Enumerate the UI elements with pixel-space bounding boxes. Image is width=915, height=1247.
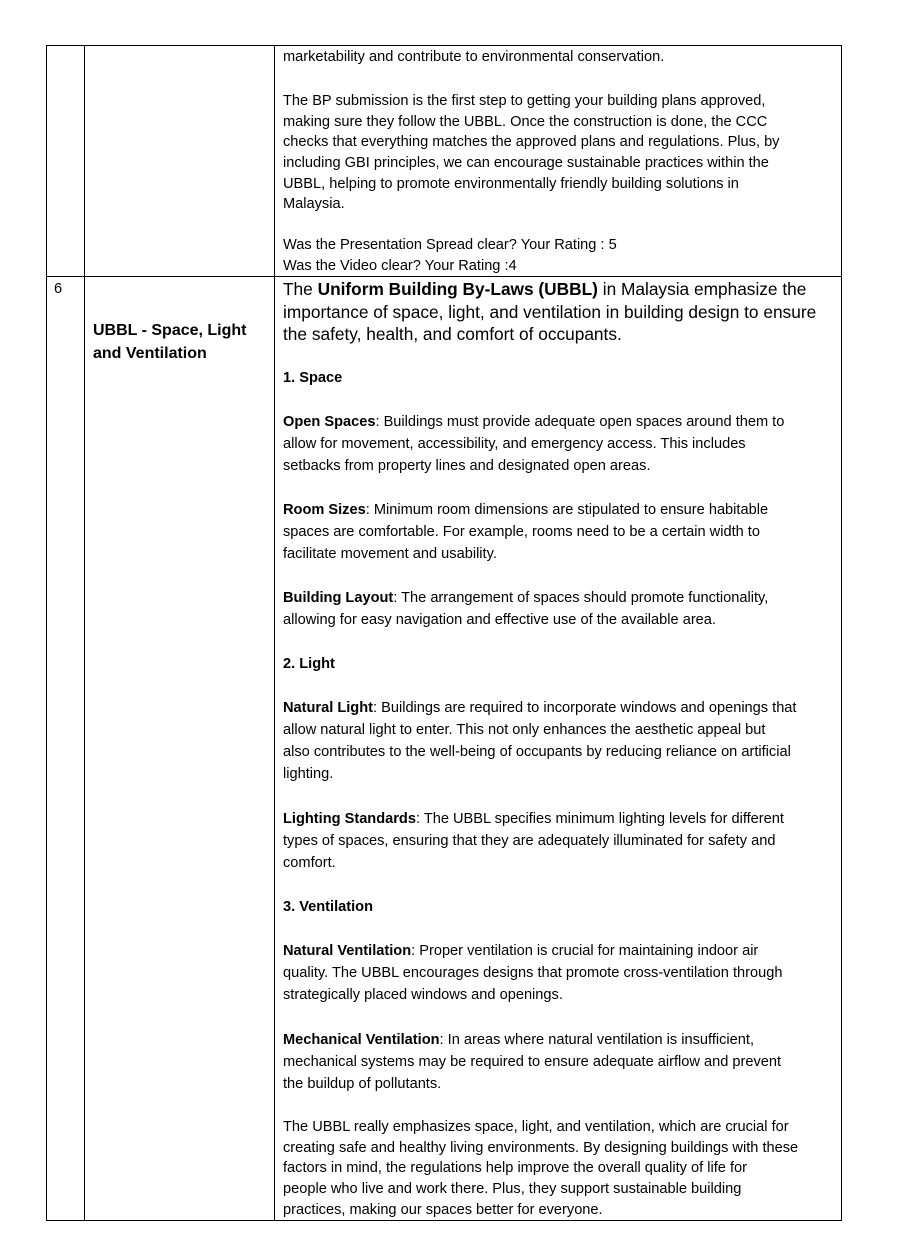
para-open-spaces-line: allow for movement, accessibility, and emergency access. This includes — [283, 436, 746, 452]
para-building-layout-line: allowing for easy navigation and effective use of the available area. — [283, 612, 716, 628]
section-heading-light: 2. Light — [283, 656, 335, 672]
para-open-spaces-line: setbacks from property lines and designated open areas. — [283, 458, 651, 474]
para-natural-light-line: allow natural light to enter. This not only enhances the aesthetic appeal but — [283, 722, 766, 738]
row-title-line: and Ventilation — [93, 345, 207, 362]
term-lighting-standards: Lighting Standards — [283, 811, 416, 827]
para-lighting-standards-line: types of spaces, ensuring that they are adequately illuminated for safety and — [283, 833, 776, 849]
intro-suffix: in Malaysia emphasize the — [597, 279, 807, 299]
term-natural-light: Natural Light — [283, 700, 373, 716]
table-right-border — [841, 45, 842, 1221]
intro-bold-term: Uniform Building By-Laws (UBBL) — [317, 279, 598, 299]
prev-row-text-line: marketability and contribute to environmental conservation. — [283, 49, 665, 65]
row-title-line: UBBL - Space, Light — [93, 322, 247, 339]
prev-row-summary-line: checks that everything matches the approved plans and regulations. Plus, by — [283, 134, 780, 150]
row-number: 6 — [54, 281, 63, 297]
para-building-layout-line: Building Layout: The arrangement of spaces should promote functionality, — [283, 590, 769, 606]
para-mechanical-ventilation-line: the buildup of pollutants. — [283, 1076, 442, 1092]
para-lighting-standards-line: Lighting Standards: The UBBL specifies minimum lighting levels for different — [283, 811, 784, 827]
para-natural-light-line: lighting. — [283, 766, 334, 782]
para-natural-light-line: Natural Light: Buildings are required to incorporate windows and openings that — [283, 700, 797, 716]
prev-row-summary-line: including GBI principles, we can encourage sustainable practices within the — [283, 155, 769, 171]
para-natural-light-line: also contributes to the well-being of occupants by reducing reliance on artificial — [283, 744, 791, 760]
prev-row-summary-line: UBBL, helping to promote environmentally friendly building solutions in — [283, 176, 739, 192]
term-building-layout: Building Layout — [283, 590, 394, 606]
para-mechanical-ventilation-line: mechanical systems may be required to ensure adequate airflow and prevent — [283, 1054, 782, 1070]
closing-line: people who live and work there. Plus, they support sustainable building — [283, 1181, 742, 1197]
section-heading-space: 1. Space — [283, 370, 343, 386]
para-mechanical-ventilation-line: Mechanical Ventilation: In areas where natural ventilation is insufficient, — [283, 1032, 755, 1048]
table-top-border — [46, 45, 842, 46]
intro-line-2: importance of space, light, and ventilation in building design to ensure — [283, 302, 817, 322]
term-open-spaces: Open Spaces — [283, 414, 376, 430]
para-lighting-standards-line: comfort. — [283, 855, 336, 871]
closing-line: creating safe and healthy living environments. By designing buildings with these — [283, 1140, 799, 1156]
prev-row-summary-line: Malaysia. — [283, 196, 345, 212]
prev-row-summary-line: The BP submission is the first step to getting your building plans approved, — [283, 93, 766, 109]
term-room-sizes: Room Sizes — [283, 502, 366, 518]
prev-row-summary-line: making sure they follow the UBBL. Once the construction is done, the CCC — [283, 114, 768, 130]
closing-line: factors in mind, the regulations help improve the overall quality of life for — [283, 1160, 747, 1176]
presentation-rating: Was the Presentation Spread clear? Your Rating : 5 — [283, 237, 617, 253]
closing-line: practices, making our spaces better for everyone. — [283, 1202, 603, 1218]
table-left-border — [46, 45, 47, 1221]
column-divider-1 — [84, 45, 85, 1221]
para-room-sizes-line: facilitate movement and usability. — [283, 546, 497, 562]
term-natural-ventilation: Natural Ventilation — [283, 943, 412, 959]
para-room-sizes-line: spaces are comfortable. For example, rooms need to be a certain width to — [283, 524, 760, 540]
video-rating: Was the Video clear? Your Rating :4 — [283, 258, 517, 274]
para-natural-ventilation-line: quality. The UBBL encourages designs that promote cross-ventilation through — [283, 965, 783, 981]
intro-line-3: the safety, health, and comfort of occupants. — [283, 324, 622, 344]
term-mechanical-ventilation: Mechanical Ventilation — [283, 1032, 440, 1048]
para-open-spaces-line: Open Spaces: Buildings must provide adequate open spaces around them to — [283, 414, 785, 430]
para-natural-ventilation-line: Natural Ventilation: Proper ventilation is crucial for maintaining indoor air — [283, 943, 759, 959]
section-heading-ventilation: 3. Ventilation — [283, 899, 374, 915]
intro-line-1 — [283, 278, 806, 301]
closing-line: The UBBL really emphasizes space, light, and ventilation, which are crucial for — [283, 1119, 789, 1135]
para-natural-ventilation-line: strategically placed windows and openings. — [283, 987, 563, 1003]
column-divider-2 — [274, 45, 275, 1221]
para-room-sizes-line: Room Sizes: Minimum room dimensions are stipulated to ensure habitable — [283, 502, 769, 518]
intro-prefix: The — [283, 279, 318, 299]
